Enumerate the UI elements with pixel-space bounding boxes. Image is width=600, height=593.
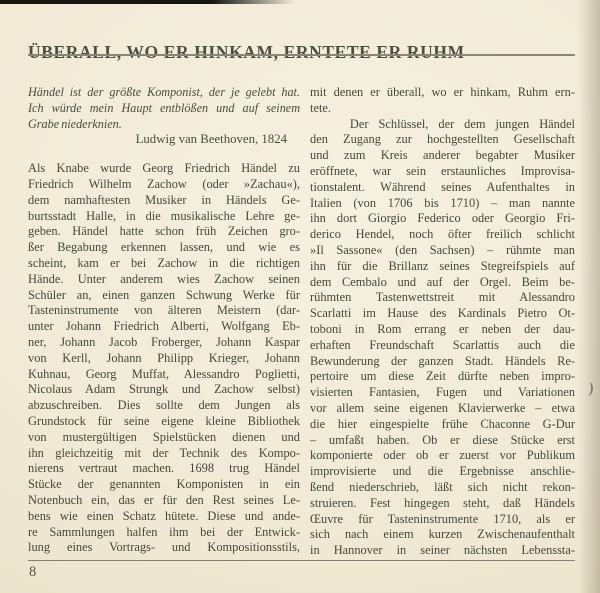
- right-column-paragraph-1: [310, 85, 575, 117]
- text-line: dem Cembalo und auf der Orgel. Beim be-: [310, 274, 575, 289]
- text-line: tionstalent. Während seines Aufenthaltes in: [310, 179, 575, 194]
- epigraph-attribution: Ludwig van Beethoven, 1824: [135, 132, 287, 147]
- text-line: Stücke der genannten Komponisten in ein: [28, 477, 300, 492]
- text-line: ßend niederschrieb, läßt sich nicht rekon-: [310, 479, 575, 494]
- text-line: von Kerll, Johann Philipp Krieger, Johann: [28, 350, 300, 365]
- text-line: Italien (von 1706 bis 1710) – man nannte: [310, 195, 575, 210]
- title-divider-rule: [28, 54, 575, 56]
- text-line: rühmten Tastenwettstreit mit Alessandro: [310, 290, 575, 305]
- text-line: struieren. Fest hingegen steht, daß Händels: [310, 495, 575, 510]
- text-line: unter Johann Friedrich Alberti, Wolfgang Eb-: [28, 319, 300, 334]
- text-line: dem namhaftesten Musiker in Händels Ge-: [28, 192, 300, 207]
- text-line: Kuhnau, Georg Muffat, Alessandro Poglietti,: [28, 366, 300, 381]
- text-line: burtsstadt Halle, in die musikalische Lehre ge-: [28, 208, 300, 223]
- text-line: in Hannover in seiner nächsten Lebenssta-: [310, 543, 575, 558]
- epigraph-quote: [28, 85, 300, 132]
- text-line: komponierte oder ob er zuerst vor Publikum: [310, 448, 575, 463]
- text-line: erhaften Freundschaft Scarlattis auch die: [310, 337, 575, 352]
- text-line: Friedrich Wilhelm Zachow (oder »Zachau«),: [28, 176, 300, 191]
- text-line: vor allem seine eigenen Klavierwerke – etwa: [310, 400, 575, 415]
- text-line: Grabe niederknien.: [28, 116, 122, 131]
- text-line: bens wie einen Schatz hütete. Diese und ande-: [28, 508, 300, 523]
- text-line: abzuschreiben. Dies sollte dem Jungen als: [28, 398, 300, 413]
- right-column-paragraph-2: [310, 117, 575, 559]
- two-column-text-block: [28, 85, 575, 559]
- page-title: ÜBERALL, WO ER HINKAM, ERNTETE ER RUHM: [28, 41, 465, 62]
- text-line: Nicolaus Adam Strungk und Zachow selbst): [28, 382, 300, 397]
- text-line: ihn dort Giorgio Federico oder Georgio Fri-: [310, 211, 575, 226]
- text-line: pertoire um diese Zeit dürfte neben impro-: [310, 369, 575, 384]
- text-line: improvisierte und die Ergebnisse anschlie-: [310, 464, 575, 479]
- text-line: Als Knabe wurde Georg Friedrich Händel zu: [28, 161, 300, 176]
- text-line: Tasteninstrumente von älteren Meistern (dar-: [28, 303, 300, 318]
- text-line: geben. Händel hatte schon früh Zeichen gro-: [28, 224, 300, 239]
- text-line: und zum Kreis anderer begabter Musiker: [310, 148, 575, 163]
- text-line: Schüler an, einen ganzen Schwung Werke für: [28, 287, 300, 302]
- text-line: den Zugang zur hochgestellten Gesellschaft: [310, 132, 575, 147]
- text-line: ihn gleichzeitig mit der Technik des Kompo-: [28, 445, 300, 460]
- text-line: ner, Johann Jacob Froberger, Johann Kaspar: [28, 334, 300, 349]
- text-line: Scarlatti im Hause des Kardinals Pietro Ot-: [310, 306, 575, 321]
- text-line: mit denen er überall, wo er hinkam, Ruhm ern-: [310, 85, 575, 99]
- text-line: derico Hendel, noch öfter freilich schlicht: [310, 227, 575, 242]
- text-line: sich nach einem kurzen Zwischenaufenthalt: [310, 527, 575, 542]
- left-column-paragraph: [28, 161, 300, 556]
- text-line: Notenbuch ein, das er für den Rest seines Le-: [28, 492, 300, 507]
- text-line: die hier eingespielte frühe Chaconne G-Dur: [310, 416, 575, 431]
- text-line: Œuvre für Tasteninstrumente 1710, als er: [310, 511, 575, 526]
- text-line: visierten Fantasien, Fugen und Variationen: [310, 385, 575, 400]
- text-line: nierens vertraut machen. 1698 trug Händel: [28, 461, 300, 476]
- text-line: ßer Begabung erkennen lassen, und wie es: [28, 240, 300, 255]
- page-edge-shadow: [578, 0, 600, 593]
- scan-artifact-mark: [584, 382, 593, 397]
- scan-artifact-top-strip: [0, 0, 295, 4]
- text-line: scheint, kam er bei Zachow in die richtigen: [28, 255, 300, 270]
- text-line: toboni in Rom errang er neben der dau-: [310, 321, 575, 336]
- page-number: 8: [29, 564, 37, 580]
- text-line: »Il Sassone« (den Sachsen) – rühmte man: [310, 242, 575, 257]
- text-line: Bewunderung der ganzen Stadt. Händels Re-: [310, 353, 575, 368]
- text-line: Ich würde mein Haupt entblößen und auf seinem: [28, 100, 300, 115]
- right-text-column: [310, 85, 575, 559]
- text-line: von mustergültigen Spielstücken dienen und: [28, 429, 300, 444]
- text-line: Händel ist der größte Komponist, der je gelebt hat.: [28, 85, 300, 99]
- text-line: eröffnete, war sein erstaunliches Improvisa-: [310, 163, 575, 178]
- text-line: – umfaßt haben. Ob er diese Stücke erst: [310, 432, 575, 447]
- text-line: Hände. Unter anderem wies Zachow seinen: [28, 271, 300, 286]
- text-line: tete.: [310, 100, 331, 115]
- text-line: ihn für die Brillanz seines Stegreifspiels auf: [310, 258, 575, 273]
- text-line: lung eines Vortrags- und Kompositionsstils,: [28, 540, 300, 555]
- left-text-column: [28, 85, 300, 559]
- text-line: Grundstock für seine eigene kleine Bibliothek: [28, 413, 300, 428]
- footer-divider-rule: [28, 560, 575, 561]
- text-line: Der Schlüssel, der dem jungen Händel: [310, 116, 575, 131]
- text-line: re Sammlungen halfen ihm bei der Entwick-: [28, 524, 300, 539]
